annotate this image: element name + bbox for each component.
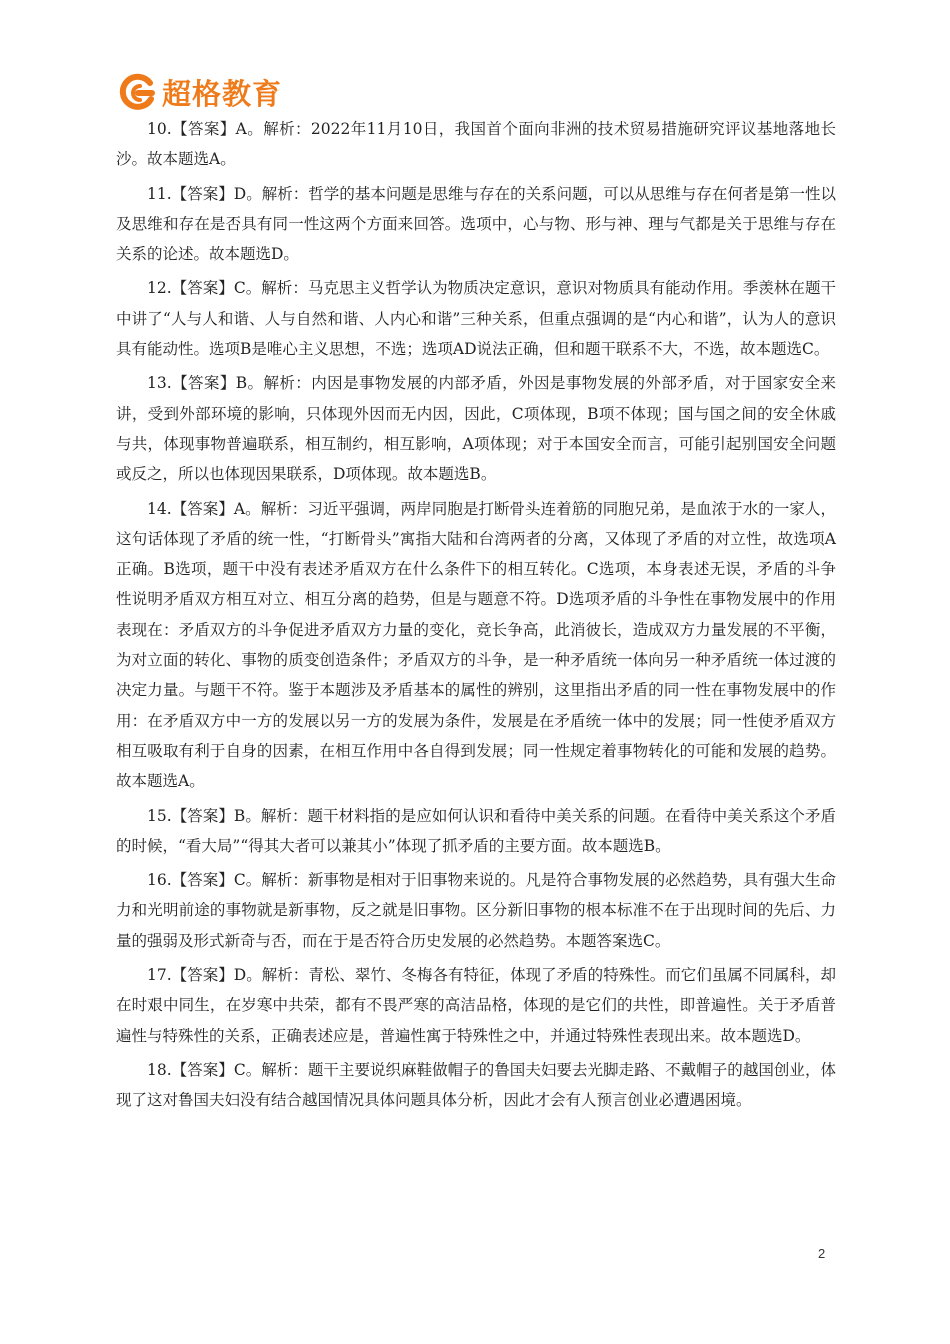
answer-paragraph-11: 11.【答案】D。解析：哲学的基本问题是思维与存在的关系问题，可以从思维与存在何者是第一性以及思维和存在是否具有同一性这两个方面来回答。选项中，心与物、形与神、理与气都是关于思维与存在关系的论述。故本题选D。 <box>116 184 836 264</box>
answer-explanations <box>116 114 836 1120</box>
answer-paragraph-17: 17.【答案】D。解析：青松、翠竹、冬梅各有特征，体现了矛盾的特殊性。而它们虽属不同属科，却在时艰中同生，在岁寒中共荣，都有不畏严寒的高洁品格，体现的是它们的共性，即普遍性。关于矛盾普遍性与特殊性的关系，正确表述应是，普遍性寓于特殊性之中，并通过特殊性表现出来。故本题选D。 <box>116 966 836 1045</box>
brand-logo <box>118 70 282 114</box>
page-number: 2 <box>818 1246 826 1261</box>
answer-paragraph-12: 12.【答案】C。解析：马克思主义哲学认为物质决定意识，意识对物质具有能动作用。季羡林在题干中讲了“人与人和谐、人与自然和谐、人内心和谐”三种关系，但重点强调的是“内心和谐”，认为人的意识具有能动性。选项B是唯心主义思想，不选；选项AD说法正确，但和题干联系不大，不选，故本题选C。 <box>116 279 836 359</box>
answer-paragraph-13: 13.【答案】B。解析：内因是事物发展的内部矛盾，外因是事物发展的外部矛盾，对于国家安全来讲，受到外部环境的影响，只体现外因而无内因，因此，C项体现，B项不体现；国与国之间的安全休戚与共，体现事物普遍联系，相互制约，相互影响，A项体现；对于本国安全而言，可能引起别国安全问题或反之，所以也体现因果联系，D项体现。故本题选B。 <box>116 374 836 484</box>
answer-paragraph-10: 10.【答案】A。解析：2022年11月10日，我国首个面向非洲的技术贸易措施研究评议基地落地长沙。故本题选A。 <box>116 120 836 169</box>
answer-paragraph-15: 15.【答案】B。解析：题干材料指的是应如何认识和看待中美关系的问题。在看待中美关系这个矛盾的时候，“看大局”“得其大者可以兼其小”体现了抓矛盾的主要方面。故本题选B。 <box>116 806 836 855</box>
answer-paragraph-14: 14.【答案】A。解析：习近平强调，两岸同胞是打断骨头连着筋的同胞兄弟，是血浓于水的一家人，这句话体现了矛盾的统一性，“打断骨头”寓指大陆和台湾两者的分离，又体现了矛盾的对立性，故选项A正确。B选项，题干中没有表述矛盾双方在什么条件下的相互转化。C选项，本身表述无误，矛盾的斗争性说明矛盾双方相互对立、相互分离的趋势，但是与题意不符。D选项矛盾的斗争性在事物发展中的作用表现在：矛盾双方的斗争促进矛盾双方力量的变化，竞长争高，此消彼长，造成双方力量发展的不平衡，为对立面的转化、事物的质变创造条件；矛盾双方的斗争，是一种矛盾统一体向另一种矛盾统一体过渡的决定力量。与题干不符。鉴于本题涉及矛盾基本的属性的辨别，这里指出矛盾的同一性在事物发展中的作用：在矛盾双方中一方的发展以另一方的发展为条件，发展是在矛盾统一体中的发展；同一性使矛盾双方相互吸取有利于自身的因素，在相互作用中各自得到发展；同一性规定着事物转化的可能和发展的趋势。故本题选A。 <box>116 499 836 791</box>
answer-paragraph-16: 16.【答案】C。解析：新事物是相对于旧事物来说的。凡是符合事物发展的必然趋势，具有强大生命力和光明前途的事物就是新事物，反之就是旧事物。区分新旧事物的根本标准不在于出现时间的先后、力量的强弱及形式新奇与否，而在于是否符合历史发展的必然趋势。本题答案选C。 <box>116 871 836 950</box>
answer-paragraph-18: 18.【答案】C。解析：题干主要说织麻鞋做帽子的鲁国夫妇要去光脚走路、不戴帽子的越国创业，体现了这对鲁国夫妇没有结合越国情况具体问题具体分析，因此才会有人预言创业必遭遇困境。 <box>116 1060 836 1110</box>
brand-logo-icon <box>118 72 158 112</box>
brand-name: 超格教育 <box>162 76 283 111</box>
